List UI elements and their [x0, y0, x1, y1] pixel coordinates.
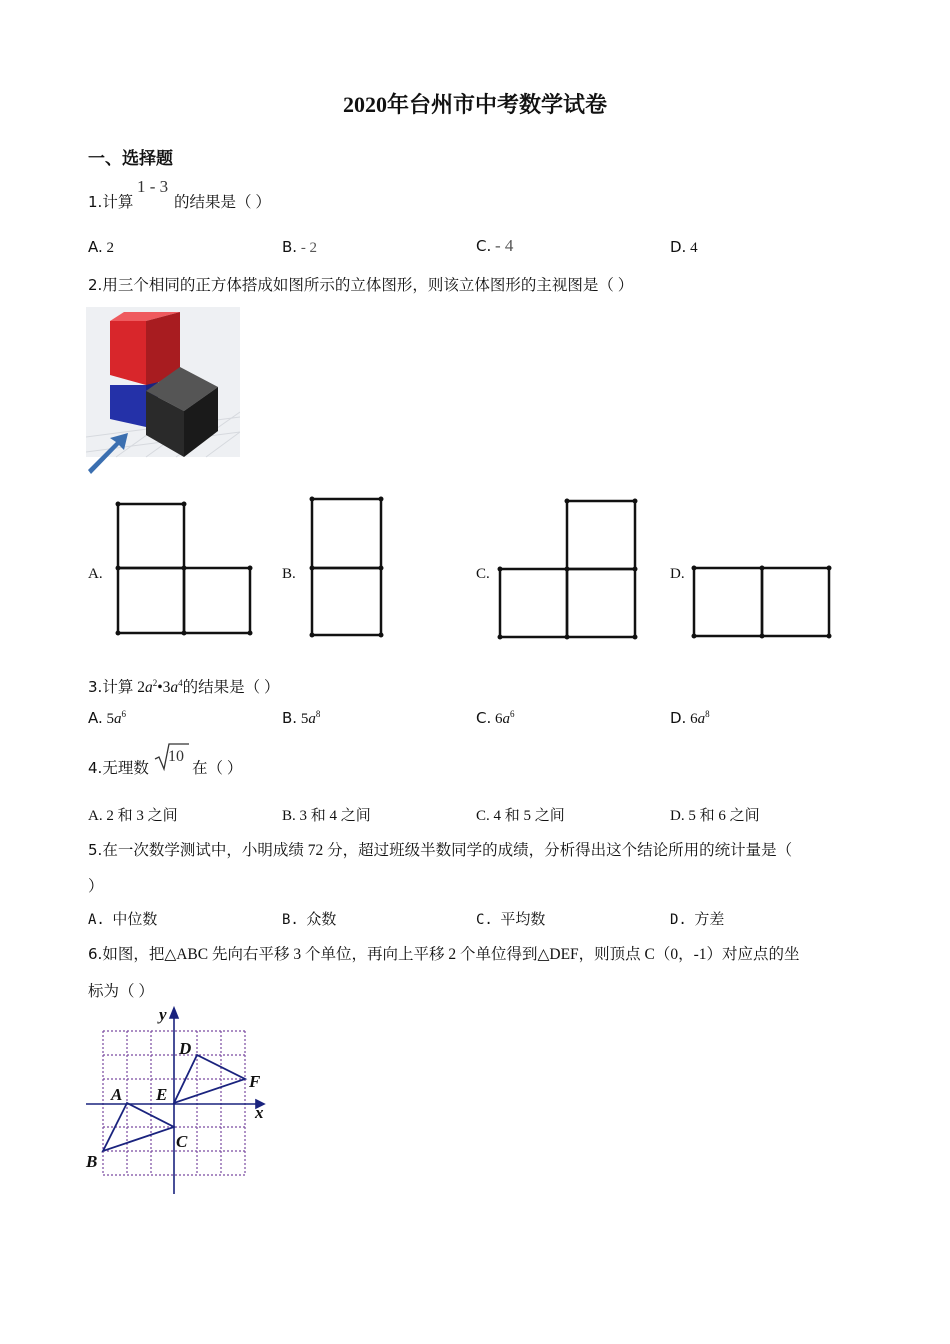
expression: 1 - 3	[137, 177, 169, 196]
question-6	[88, 942, 800, 964]
option-label: B.	[282, 238, 298, 256]
q2-option-c-label[interactable]: C.	[476, 566, 490, 582]
option-text: 方差	[694, 912, 725, 928]
option-c[interactable]	[476, 709, 515, 728]
option-value: 2	[106, 240, 115, 256]
exponent: 6	[121, 709, 127, 719]
option-c[interactable]	[476, 908, 545, 929]
question-text-line2: 标为（ ）	[88, 983, 154, 1000]
option-text: 3 和 4 之间	[299, 808, 371, 824]
option-d[interactable]	[670, 709, 710, 728]
option-b[interactable]	[282, 804, 371, 825]
option-text: 5 和 6 之间	[688, 808, 760, 824]
option-d[interactable]	[670, 908, 724, 929]
question-number: 5.	[88, 841, 103, 859]
question-text: 计算	[102, 194, 134, 211]
option-value: - 2	[300, 240, 318, 256]
red-cube-front	[110, 321, 146, 385]
option-label: A.	[88, 238, 103, 256]
option-c[interactable]	[476, 236, 513, 256]
option-b[interactable]	[282, 238, 317, 257]
option-value: 4	[690, 240, 698, 256]
radicand: 10	[168, 748, 184, 765]
question-text: 在一次数学测试中，小明成绩 72 分，超过班级半数同学的成绩，分析得出这个结论所用的统计量是（	[102, 842, 793, 859]
variable: a	[308, 711, 316, 727]
point-f-label: F	[249, 1072, 261, 1091]
question-text-after: 的结果是（ ）	[182, 679, 280, 696]
variable: a	[170, 679, 179, 696]
question-number: 3.	[88, 678, 103, 696]
question-number: 4.	[88, 759, 103, 777]
question-1	[88, 190, 133, 212]
question-number: 2.	[88, 276, 103, 294]
option-value: - 4	[495, 236, 514, 255]
option-a[interactable]	[88, 908, 157, 929]
option-text: 4 和 5 之间	[493, 808, 565, 824]
option-label: D.	[670, 912, 687, 928]
coefficient: 6	[690, 711, 698, 727]
option-label: C.	[476, 912, 493, 928]
triangle-def	[174, 1055, 245, 1103]
exponent: 8	[705, 709, 710, 719]
option-label: C.	[476, 709, 492, 727]
question-text: 如图，把△ABC 先向右平移 3 个单位，再向上平移 2 个单位得到△DEF，则顶点 C（0，-1）对应点的坐	[102, 946, 800, 963]
option-c[interactable]	[476, 804, 565, 825]
y-axis-label: y	[159, 1005, 167, 1024]
question-text-after: 的结果是（ ）	[174, 194, 271, 211]
option-text: 平均数	[500, 912, 546, 928]
question-text: 用三个相同的正方体搭成如图所示的立体图形，则该立体图形的主视图是（ ）	[102, 277, 634, 294]
cube-figure	[86, 307, 240, 474]
option-label: D.	[670, 238, 687, 256]
option-text: 众数	[306, 912, 337, 928]
question-text-after: 在（ ）	[192, 760, 243, 777]
question-text: 无理数	[102, 760, 149, 777]
q2-option-a-label[interactable]: A.	[88, 566, 103, 582]
point-c-label: C	[176, 1132, 188, 1151]
point-b-label: B	[86, 1152, 98, 1171]
question-4	[88, 756, 149, 778]
question-text: 计算 2	[102, 679, 145, 696]
point-a-label: A	[111, 1085, 123, 1104]
coefficient: 6	[495, 711, 503, 727]
q2-option-a-figure[interactable]	[110, 496, 260, 641]
question-number: 6.	[88, 945, 103, 963]
option-label: D.	[670, 709, 687, 727]
option-b[interactable]	[282, 908, 336, 929]
exponent: 8	[315, 709, 321, 719]
option-text: 中位数	[112, 912, 158, 928]
option-label: B.	[282, 709, 298, 727]
option-text: 2 和 3 之间	[106, 808, 178, 824]
q2-option-d-figure[interactable]	[686, 560, 836, 644]
coefficient: 5	[106, 711, 115, 727]
point-e-label: E	[156, 1085, 168, 1104]
operator: •3	[157, 679, 171, 696]
question-2	[88, 273, 633, 295]
option-label: B.	[282, 912, 299, 928]
option-label: C.	[476, 237, 492, 255]
page-title: 2020年台州市中考数学试卷	[342, 92, 607, 117]
option-label: A.	[88, 808, 103, 824]
section-heading: 一、选择题	[88, 149, 173, 168]
option-b[interactable]	[282, 709, 320, 728]
exponent: 6	[510, 709, 515, 719]
exponent: 4	[178, 677, 183, 688]
option-label: B.	[282, 808, 296, 824]
q2-option-b-figure[interactable]	[304, 492, 390, 642]
variable: a	[697, 711, 706, 727]
point-d-label: D	[179, 1039, 192, 1058]
option-d[interactable]	[670, 238, 698, 257]
variable: a	[502, 711, 510, 727]
option-label: A.	[88, 709, 103, 727]
question-5	[88, 838, 792, 860]
option-a[interactable]	[88, 709, 126, 728]
question-text-line2: ）	[88, 878, 104, 895]
option-a[interactable]	[88, 238, 114, 257]
variable: a	[144, 679, 153, 696]
coordinate-graph	[84, 1004, 274, 1196]
option-label: A.	[88, 912, 105, 928]
coefficient: 5	[300, 711, 309, 727]
q2-option-c-figure[interactable]	[492, 494, 644, 644]
question-3	[88, 675, 280, 697]
exponent: 2	[152, 677, 158, 688]
q2-option-b-label[interactable]: B.	[282, 566, 296, 582]
option-label: D.	[670, 808, 685, 824]
option-d[interactable]	[670, 804, 760, 825]
question-number: 1.	[88, 193, 103, 211]
option-label: C.	[476, 808, 490, 824]
x-axis-label: x	[255, 1103, 264, 1122]
option-a[interactable]	[88, 804, 178, 825]
q2-option-d-label[interactable]: D.	[670, 566, 685, 582]
variable: a	[114, 711, 122, 727]
